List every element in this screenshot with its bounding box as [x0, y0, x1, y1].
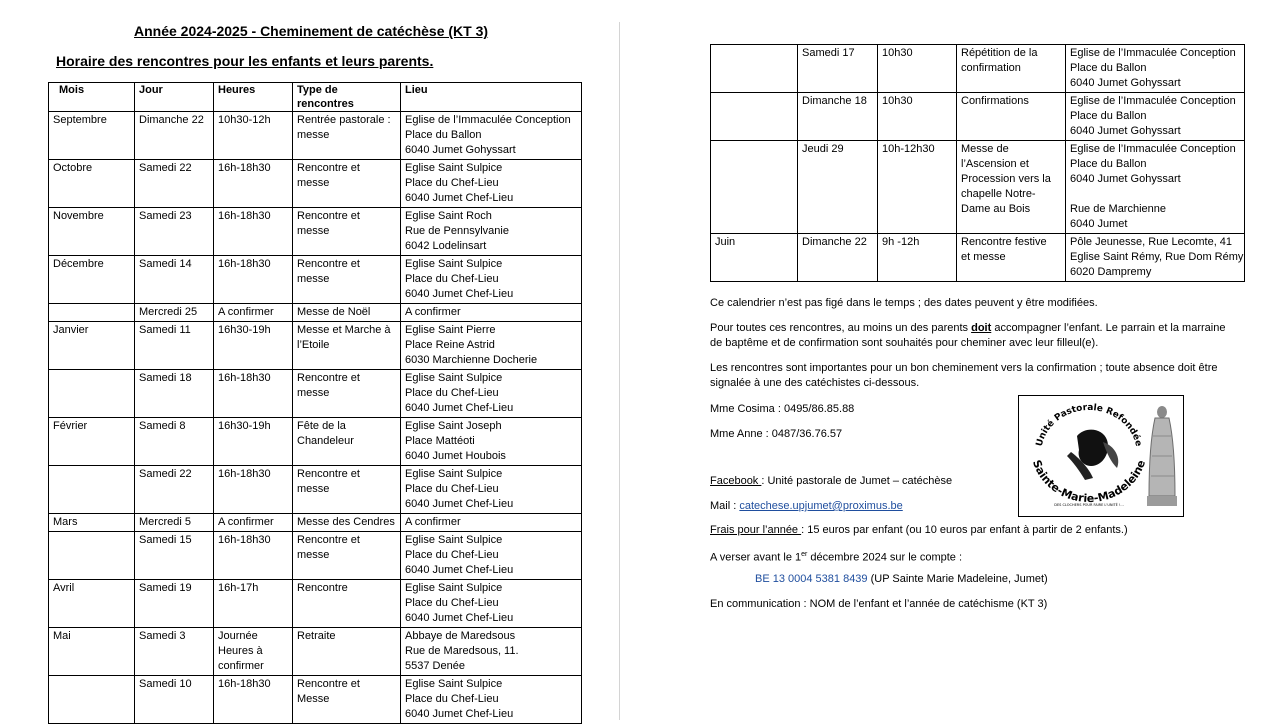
mail-line — [710, 499, 903, 514]
cell-type-line: Rentrée pastorale : — [297, 114, 391, 126]
table-row — [49, 466, 582, 514]
header-heures: Heures — [214, 83, 293, 112]
cell-jour: Mercredi 5 — [135, 514, 214, 532]
cell-jour: Samedi 23 — [135, 208, 214, 256]
cell-type-line: Messe des Cendres — [297, 516, 395, 528]
cell-type-line: Rencontre et — [297, 468, 360, 480]
cell-heures — [878, 234, 957, 282]
cell-lieu-line: Place du Chef-Lieu — [405, 387, 499, 399]
header-jour: Jour — [135, 83, 214, 112]
logo-text-bottom: Sainte-Marie-Madeleine — [1029, 458, 1149, 506]
cell-jour: Samedi 11 — [135, 322, 214, 370]
cell-lieu-line: Rue de Pennsylvanie — [405, 225, 509, 237]
table-row — [49, 370, 582, 418]
cell-type-line: Messe de — [961, 143, 1009, 155]
cell-heures-line: confirmer — [218, 660, 264, 672]
parish-logo-graphic — [1019, 396, 1183, 516]
table-row — [49, 256, 582, 304]
table-row — [49, 304, 582, 322]
cell-heures-line: 16h-18h30 — [218, 258, 271, 270]
cell-lieu-line: Place du Ballon — [1070, 62, 1147, 74]
table-row — [49, 322, 582, 370]
cell-lieu-line: Rue de Marchienne — [1070, 203, 1167, 215]
cell-lieu-line: Rue de Maredsous, 11. — [405, 645, 519, 657]
cell-lieu-line: Eglise Saint Sulpice — [405, 582, 503, 594]
silhouette-icon — [1067, 430, 1118, 480]
table-row — [711, 141, 1245, 234]
cell-type-line: Rencontre et — [297, 534, 360, 546]
cell-lieu-line: 6040 Jumet Gohyssart — [1070, 173, 1181, 185]
cell-heures — [878, 141, 957, 234]
cell-lieu-line: Place du Chef-Lieu — [405, 483, 499, 495]
cell-type-line: Messe — [297, 693, 330, 705]
cell-lieu-line: 6030 Marchienne Docherie — [405, 354, 538, 366]
header-mois: Mois — [49, 83, 135, 112]
cell-lieu-line: 6040 Jumet Houbois — [405, 450, 506, 462]
cell-type-line: Rencontre — [297, 582, 348, 594]
cell-heures — [214, 532, 293, 580]
verser-text-a: A verser avant le 1 — [710, 551, 802, 564]
logo-tagline: DES CLOCHERS POUR FAIRE L'UNITÉ !... — [1054, 503, 1124, 507]
cell-type — [957, 93, 1066, 141]
cell-mois — [711, 45, 798, 93]
table-row — [711, 93, 1245, 141]
cell-heures — [214, 112, 293, 160]
cell-lieu — [1066, 93, 1245, 141]
cell-lieu-line: Place du Ballon — [1070, 110, 1147, 122]
cell-jour: Samedi 15 — [135, 532, 214, 580]
cell-type-line: Rencontre festive — [961, 236, 1047, 248]
cell-mois: Juin — [711, 234, 798, 282]
cell-heures — [214, 418, 293, 466]
cell-type-line: Fête de la — [297, 420, 346, 432]
cell-lieu-line: Eglise de l’Immaculée Conception — [1070, 143, 1236, 155]
cell-mois — [49, 370, 135, 418]
cell-jour: Samedi 10 — [135, 676, 214, 724]
frais-text: : 15 euros par enfant (ou 10 euros par enfant à partir de 2 enfants.) — [801, 524, 1128, 536]
cell-lieu — [401, 256, 582, 304]
contact-anne: Mme Anne : 0487/36.76.57 — [710, 428, 843, 440]
cell-type — [293, 370, 401, 418]
cell-jour: Samedi 3 — [135, 628, 214, 676]
cell-jour: Samedi 22 — [135, 466, 214, 514]
cell-mois: Septembre — [49, 112, 135, 160]
cell-lieu — [401, 208, 582, 256]
cell-heures-line: A confirmer — [218, 516, 274, 528]
cell-mois: Mai — [49, 628, 135, 676]
cell-type — [293, 112, 401, 160]
cell-type-line: et messe — [961, 251, 1006, 263]
cell-heures-line: 16h-17h — [218, 582, 259, 594]
cell-lieu — [401, 628, 582, 676]
cell-lieu — [401, 418, 582, 466]
cell-lieu-line: 6040 Jumet Chef-Lieu — [405, 192, 514, 204]
frais-line — [710, 523, 1128, 538]
cell-lieu-line: 6020 Dampremy — [1070, 266, 1152, 278]
table-row — [49, 676, 582, 724]
facebook-label: Facebook — [710, 475, 762, 487]
cell-lieu-line: 6040 Jumet — [1070, 218, 1128, 230]
header-type: Type de rencontres — [293, 83, 401, 112]
cell-mois: Octobre — [49, 160, 135, 208]
cell-lieu — [401, 370, 582, 418]
cell-lieu-line: Place du Chef-Lieu — [405, 177, 499, 189]
cell-lieu-line: Place du Ballon — [1070, 158, 1147, 170]
cell-heures — [878, 45, 957, 93]
cell-lieu-line: 6040 Jumet Chef-Lieu — [405, 498, 514, 510]
cell-lieu — [401, 466, 582, 514]
cell-heures-line: 16h-18h30 — [218, 678, 271, 690]
cell-type-line: messe — [297, 549, 330, 561]
cell-mois — [49, 466, 135, 514]
cell-type-line: Rencontre et — [297, 678, 360, 690]
cell-lieu — [401, 304, 582, 322]
cell-jour: Samedi 14 — [135, 256, 214, 304]
note-importance-line1: Les rencontres sont importantes pour un bon cheminement vers la confirmation ; toute absence doit être — [710, 362, 1218, 374]
cell-type — [293, 514, 401, 532]
cell-heures-line: Journée — [218, 630, 258, 642]
cell-type-line: messe — [297, 387, 330, 399]
cell-lieu-line: Place Mattéoti — [405, 435, 475, 447]
cell-type-line: Messe et Marche à — [297, 324, 391, 336]
cell-type-line: confirmation — [961, 62, 1021, 74]
cell-type-line: Confirmations — [961, 95, 1029, 107]
note-parents — [710, 321, 1225, 351]
cell-lieu-line: Eglise Saint Sulpice — [405, 372, 503, 384]
cell-lieu-line: 6042 Lodelinsart — [405, 240, 487, 252]
cell-lieu-line: 6040 Jumet Gohyssart — [405, 144, 516, 156]
cell-mois — [711, 93, 798, 141]
verser-line — [710, 547, 962, 566]
cell-type — [293, 322, 401, 370]
note-parents-text-c: accompagner l’enfant. Le parrain et la marraine — [991, 322, 1226, 334]
iban-suffix: (UP Sainte Marie Madeleine, Jumet) — [867, 573, 1048, 585]
cell-type-line: Rencontre et — [297, 372, 360, 384]
communication-line: En communication : NOM de l’enfant et l’année de catéchisme (KT 3) — [710, 598, 1048, 610]
cell-lieu — [401, 322, 582, 370]
cell-heures-line: 16h30-19h — [218, 420, 271, 432]
cell-type-line: chapelle Notre- — [961, 188, 1036, 200]
page-title: Année 2024-2025 - Cheminement de catéchèse (KT 3) — [134, 23, 489, 39]
cell-lieu-line: Place du Chef-Lieu — [405, 549, 499, 561]
cell-type-line: Retraite — [297, 630, 336, 642]
cell-heures-line: 10h30 — [882, 95, 913, 107]
cell-type — [293, 676, 401, 724]
cell-type — [293, 256, 401, 304]
cell-type-line: l’Etoile — [297, 339, 330, 351]
cell-type — [293, 418, 401, 466]
note-calendar: Ce calendrier n’est pas figé dans le temps ; des dates peuvent y être modifiées. — [710, 297, 1098, 309]
cell-lieu-line: Eglise Saint Sulpice — [405, 162, 503, 174]
cell-mois — [49, 676, 135, 724]
cell-jour: Dimanche 22 — [135, 112, 214, 160]
table-row — [49, 160, 582, 208]
cell-lieu-line: 6040 Jumet Chef-Lieu — [405, 402, 514, 414]
cell-jour: Mercredi 25 — [135, 304, 214, 322]
cell-heures-line: Heures à — [218, 645, 263, 657]
cell-lieu — [1066, 45, 1245, 93]
cell-heures-line: 10h30-12h — [218, 114, 271, 126]
cell-heures — [214, 466, 293, 514]
cell-lieu-line: A confirmer — [405, 306, 461, 318]
contact-cosima: Mme Cosima : 0495/86.85.88 — [710, 403, 855, 415]
table-row — [49, 628, 582, 676]
cell-lieu-line: Place du Chef-Lieu — [405, 597, 499, 609]
cell-heures-line: 10h-12h30 — [882, 143, 935, 155]
facebook-line — [710, 474, 952, 489]
table-row — [49, 418, 582, 466]
cell-mois — [49, 304, 135, 322]
cell-mois: Novembre — [49, 208, 135, 256]
cell-lieu-line: 6040 Jumet Chef-Lieu — [405, 288, 514, 300]
cell-lieu-line: Eglise de l’Immaculée Conception — [405, 114, 571, 126]
cell-lieu — [401, 514, 582, 532]
table-row — [49, 580, 582, 628]
cell-type — [293, 580, 401, 628]
note-importance — [710, 361, 1218, 391]
table-row — [711, 45, 1245, 93]
table-row — [49, 532, 582, 580]
cell-type — [957, 141, 1066, 234]
verser-sup: er — [801, 551, 808, 558]
cell-heures — [214, 208, 293, 256]
frais-label: Frais pour l’année — [710, 524, 802, 536]
cell-jour: Dimanche 18 — [798, 93, 878, 141]
cell-heures — [214, 676, 293, 724]
facebook-text: : Unité pastorale de Jumet – catéchèse — [761, 475, 953, 487]
cell-mois — [711, 141, 798, 234]
parish-logo — [1018, 395, 1184, 517]
iban-number: BE 13 0004 5381 8439 — [755, 573, 868, 585]
cell-lieu — [401, 676, 582, 724]
cell-type-line: messe — [297, 225, 330, 237]
cell-heures — [214, 370, 293, 418]
page-divider — [619, 22, 620, 720]
cell-mois: Janvier — [49, 322, 135, 370]
cell-type — [957, 45, 1066, 93]
cell-type-line: l’Ascension et — [961, 158, 1029, 170]
mail-link[interactable]: catechese.upjumet@proximus.be — [739, 500, 903, 512]
cell-heures — [878, 93, 957, 141]
cell-jour: Samedi 8 — [135, 418, 214, 466]
cell-heures — [214, 580, 293, 628]
cell-type — [293, 628, 401, 676]
cell-lieu-line: 6040 Jumet Chef-Lieu — [405, 564, 514, 576]
cell-lieu-line: Abbaye de Maredsous — [405, 630, 516, 642]
cell-heures — [214, 256, 293, 304]
cell-heures-line: 16h-18h30 — [218, 468, 271, 480]
cell-heures-line: 9h -12h — [882, 236, 920, 248]
cell-heures — [214, 160, 293, 208]
cell-type — [957, 234, 1066, 282]
cell-type — [293, 208, 401, 256]
cell-lieu-line: Eglise Saint Sulpice — [405, 534, 503, 546]
cell-type-line: Messe de Noël — [297, 306, 371, 318]
cell-lieu-line: Eglise Saint Joseph — [405, 420, 502, 432]
cell-type-line: Répétition de la — [961, 47, 1038, 59]
cell-lieu-line: A confirmer — [405, 516, 461, 528]
cell-lieu-line: Pôle Jeunesse, Rue Lecomte, 41 — [1070, 236, 1233, 248]
cell-lieu-line: Place Reine Astrid — [405, 339, 495, 351]
cell-lieu — [401, 112, 582, 160]
cell-lieu — [401, 160, 582, 208]
cell-type-line: messe — [297, 129, 330, 141]
cell-heures-line: 10h30 — [882, 47, 913, 59]
cell-lieu-line: Place du Ballon — [405, 129, 482, 141]
mail-label: Mail : — [710, 500, 740, 512]
table-row — [49, 208, 582, 256]
cell-mois: Mars — [49, 514, 135, 532]
table-header-row — [49, 83, 582, 112]
cell-jour: Samedi 22 — [135, 160, 214, 208]
cell-lieu-line: Eglise Saint Rémy, Rue Dom Rémy — [1070, 251, 1244, 263]
cell-type — [293, 466, 401, 514]
cell-lieu-line: 6040 Jumet Gohyssart — [1070, 77, 1181, 89]
cell-type-line: messe — [297, 483, 330, 495]
verser-text-b: décembre 2024 sur le compte : — [807, 551, 963, 564]
note-parents-emphasis: doit — [971, 322, 992, 334]
cell-lieu — [401, 532, 582, 580]
cell-type — [293, 304, 401, 322]
cell-jour: Dimanche 22 — [798, 234, 878, 282]
cell-lieu-line: Eglise Saint Sulpice — [405, 258, 503, 270]
cell-heures — [214, 628, 293, 676]
cell-type-line: Rencontre et — [297, 258, 360, 270]
cell-lieu — [401, 580, 582, 628]
cell-mois: Décembre — [49, 256, 135, 304]
cell-heures — [214, 514, 293, 532]
cell-type-line: Procession vers la — [961, 173, 1051, 185]
cell-jour: Samedi 17 — [798, 45, 878, 93]
cell-lieu-line: 6040 Jumet Gohyssart — [1070, 125, 1181, 137]
cell-lieu-line: 5537 Denée — [405, 660, 465, 672]
cell-lieu-line: Place du Chef-Lieu — [405, 693, 499, 705]
cell-mois: Avril — [49, 580, 135, 628]
header-lieu: Lieu — [401, 83, 582, 112]
cell-heures — [214, 322, 293, 370]
cell-lieu-line: Eglise de l’Immaculée Conception — [1070, 47, 1236, 59]
cell-type — [293, 160, 401, 208]
note-importance-line2: signalée à une des catéchistes ci-dessous. — [710, 377, 920, 389]
cell-lieu-line: Eglise Saint Sulpice — [405, 678, 503, 690]
cell-heures-line: 16h-18h30 — [218, 162, 271, 174]
cell-lieu-line: Eglise Saint Pierre — [405, 324, 496, 336]
cell-lieu-line: Eglise de l’Immaculée Conception — [1070, 95, 1236, 107]
cell-lieu-line: Eglise Saint Roch — [405, 210, 492, 222]
cell-heures-line: 16h-18h30 — [218, 210, 271, 222]
cell-type-line: Dame au Bois — [961, 203, 1031, 215]
cell-lieu-line: 6040 Jumet Chef-Lieu — [405, 612, 514, 624]
cell-type-line: messe — [297, 177, 330, 189]
schedule-table-left — [48, 82, 582, 724]
cell-mois — [49, 532, 135, 580]
table-row — [49, 112, 582, 160]
cell-heures — [214, 304, 293, 322]
table-row — [711, 234, 1245, 282]
cell-mois: Février — [49, 418, 135, 466]
cell-type-line: Chandeleur — [297, 435, 354, 447]
cell-heures-line: A confirmer — [218, 306, 274, 318]
cell-jour: Samedi 18 — [135, 370, 214, 418]
cell-type-line: messe — [297, 273, 330, 285]
statue-icon — [1147, 406, 1177, 506]
cell-lieu-line: 6040 Jumet Chef-Lieu — [405, 708, 514, 720]
cell-heures-line: 16h-18h30 — [218, 534, 271, 546]
cell-lieu — [1066, 141, 1245, 234]
page-subtitle: Horaire des rencontres pour les enfants et leurs parents. — [56, 53, 434, 69]
cell-type-line: Rencontre et — [297, 162, 360, 174]
cell-lieu-line: Eglise Saint Sulpice — [405, 468, 503, 480]
iban-line — [755, 572, 1048, 587]
cell-heures-line: 16h30-19h — [218, 324, 271, 336]
cell-type-line: Rencontre et — [297, 210, 360, 222]
cell-type — [293, 532, 401, 580]
cell-lieu — [1066, 234, 1245, 282]
cell-lieu-line — [1070, 187, 1240, 202]
cell-lieu-line: Place du Chef-Lieu — [405, 273, 499, 285]
cell-jour: Jeudi 29 — [798, 141, 878, 234]
logo-text-top: Unité Pastorale Refondée — [1034, 402, 1144, 448]
note-parents-text-d: de baptême et de confirmation sont souhaités pour cheminer avec leur filleul(e). — [710, 337, 1099, 349]
note-parents-text-a: Pour toutes ces rencontres, au moins un des parents — [710, 322, 972, 334]
table-row — [49, 514, 582, 532]
cell-heures-line: 16h-18h30 — [218, 372, 271, 384]
schedule-table-right — [710, 44, 1245, 282]
cell-jour: Samedi 19 — [135, 580, 214, 628]
